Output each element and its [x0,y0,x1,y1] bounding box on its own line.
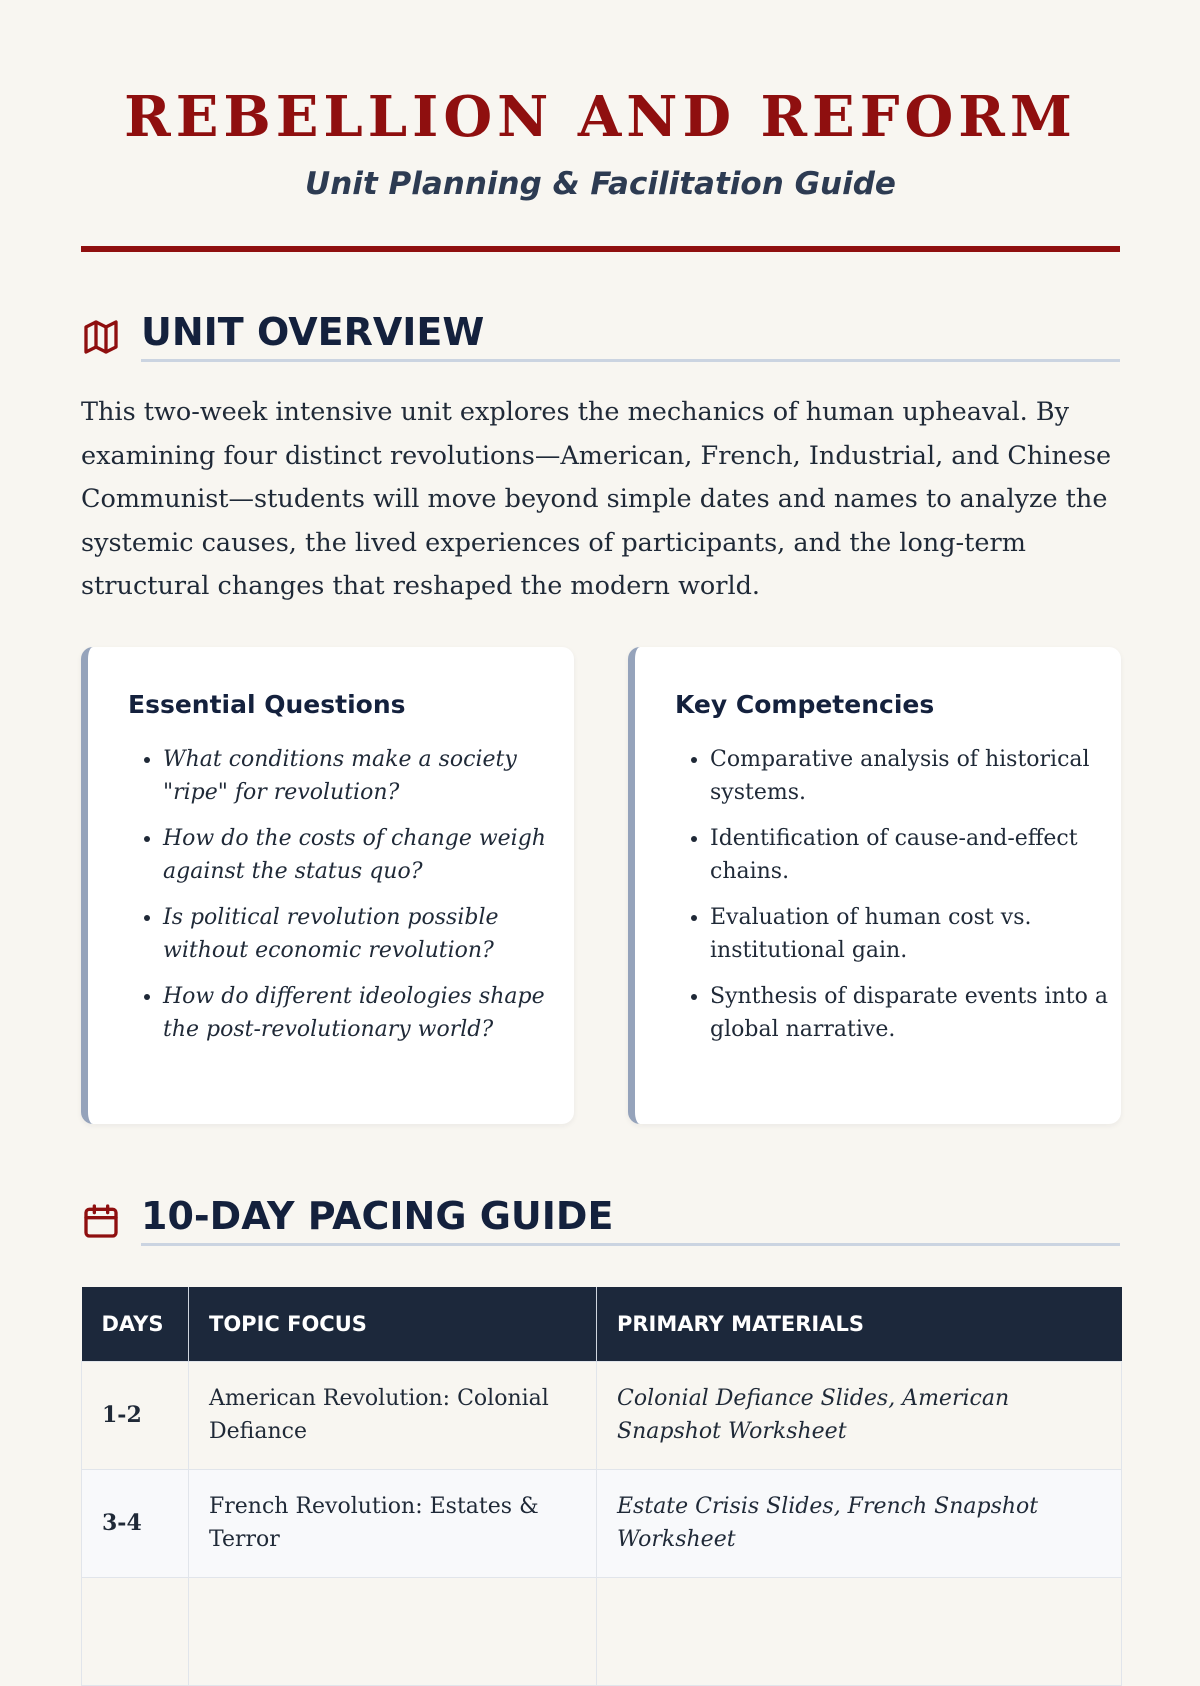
topic-cell [189,1577,597,1685]
list-item: • Comparative analysis of historical systems. [710,743,1110,809]
topic-cell: American Revolution: Colonial Defiance [189,1361,597,1469]
column-header-materials: PRIMARY MATERIALS [597,1287,1122,1361]
unit-overview-heading [81,309,1120,365]
materials-cell [597,1577,1122,1685]
days-cell: 3-4 [82,1469,189,1577]
column-header-days: DAYS [82,1287,189,1361]
key-competencies-list [675,743,1110,1059]
list-item: • How do the costs of change weigh against the status quo? [163,822,563,888]
section-title: UNIT OVERVIEW [141,309,1120,362]
document-header [81,0,1120,204]
list-item: • Identification of cause-and-effect chains. [710,822,1110,888]
document-subtitle: Unit Planning & Facilitation Guide [305,166,896,202]
title-divider [81,246,1120,252]
list-item: • Evaluation of human cost vs. institutional gain. [710,901,1110,967]
topic-cell: French Revolution: Estates & Terror [189,1469,597,1577]
days-cell [82,1577,189,1685]
list-item: • Synthesis of disparate events into a global narrative. [710,980,1110,1046]
table-row [82,1361,1122,1469]
table-header-row [82,1287,1122,1361]
column-header-topic: TOPIC FOCUS [189,1287,597,1361]
list-item: • How do different ideologies shape the post-revolutionary world? [163,980,563,1046]
pacing-table [81,1287,1122,1686]
list-item: • What conditions make a society "ripe" for revolution? [163,743,563,809]
key-competencies-card [628,647,1121,1124]
map-icon [81,317,121,357]
days-cell: 1-2 [82,1361,189,1469]
calendar-icon [81,1201,121,1241]
table-row [82,1577,1122,1685]
card-title: Essential Questions [128,690,406,719]
materials-cell: Colonial Defiance Slides, American Snapshot Worksheet [597,1361,1122,1469]
essential-questions-card [81,647,574,1124]
essential-questions-list [128,743,563,1059]
materials-cell: Estate Crisis Slides, French Snapshot Worksheet [597,1469,1122,1577]
table-row [82,1469,1122,1577]
section-title: 10-DAY PACING GUIDE [141,1193,1120,1246]
document-title: REBELLION AND REFORM [124,84,1077,150]
unit-guide-page [81,0,1120,1552]
pacing-guide-heading [81,1193,1120,1249]
list-item: • Is political revolution possible without economic revolution? [163,901,563,967]
overview-paragraph: This two-week intensive unit explores the mechanics of human upheaval. By examining four distinct revolutions—American, French, Industrial, and Chinese Communist—students will move beyond simple dates and names to analyze the systemic causes, the lived experiences of participants, and the long-term structural changes that reshaped the modern world. [81,397,1112,601]
card-title: Key Competencies [675,690,935,719]
